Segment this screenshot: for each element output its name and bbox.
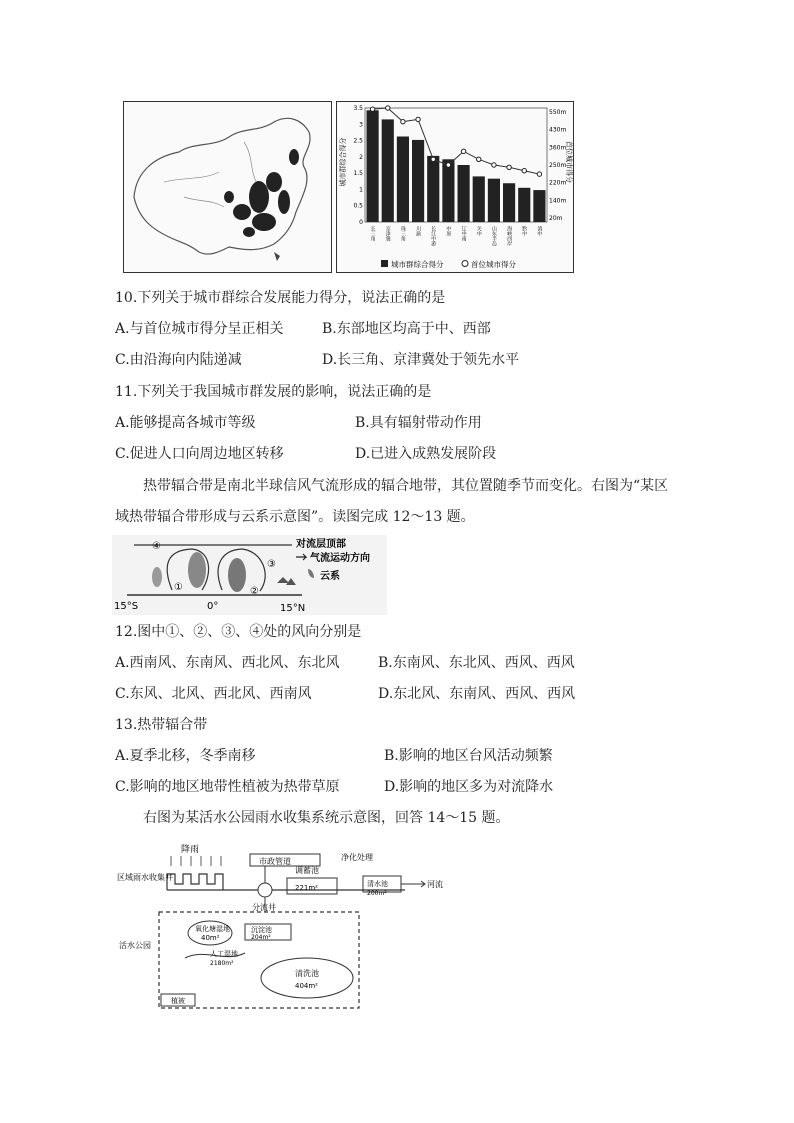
chart-bar bbox=[473, 176, 485, 222]
q10-option-d[interactable]: D.长三角、京津冀处于领先水平 bbox=[322, 352, 520, 368]
split-well bbox=[258, 883, 272, 897]
right-axis-label: 首位城市得分 bbox=[565, 141, 573, 183]
city-cluster-chart bbox=[337, 102, 573, 272]
marker-2: ② bbox=[250, 586, 259, 597]
label-cloud: 云系 bbox=[320, 571, 340, 582]
chart-bar bbox=[442, 159, 454, 222]
label-tropopause: 对流层顶部 bbox=[296, 539, 346, 550]
left-tick-label: 3 bbox=[359, 121, 363, 129]
label-park: 活水公园 bbox=[119, 941, 151, 950]
category-label: 海峡西岸 bbox=[506, 226, 513, 246]
marker-1: ① bbox=[174, 582, 183, 593]
label-artificial: 人工湿地 bbox=[210, 950, 238, 958]
label-wetland-area: 40m² bbox=[201, 934, 220, 942]
intro-12-line1: 热带辐合带是南北半球信风气流形成的辐合地带，其位置随季节而变化。右图为“某区 bbox=[143, 478, 669, 494]
legend-line-swatch bbox=[462, 261, 468, 267]
label-collect: 区域雨水收集井 bbox=[117, 873, 173, 882]
left-tick-label: 2.5 bbox=[353, 137, 363, 145]
chart-line-point bbox=[492, 163, 496, 167]
label-artificial-area: 2180m² bbox=[210, 960, 234, 967]
marker-3: ③ bbox=[267, 559, 276, 570]
label-store: 调蓄池 bbox=[295, 866, 319, 875]
lat-15n: 15°N bbox=[280, 603, 306, 614]
right-tick-label: 220m bbox=[549, 179, 567, 187]
label-wash-area: 404m² bbox=[295, 982, 318, 990]
left-tick-label: 1.5 bbox=[353, 170, 363, 178]
q11-option-a[interactable]: A.能够提高各城市等级 bbox=[115, 415, 256, 431]
chart-line-point bbox=[446, 163, 450, 167]
chart-bar bbox=[367, 110, 379, 222]
left-tick-label: 0.5 bbox=[353, 202, 363, 210]
label-wetland: 氧化塘湿地 bbox=[195, 925, 230, 933]
chart-line-point bbox=[507, 165, 511, 169]
label-pipe: 市政管道 bbox=[259, 857, 291, 866]
intro-12-line2: 域热带辐合带形成与云系示意图”。读图完成 12～13 题。 bbox=[115, 509, 475, 525]
chart-bar bbox=[533, 190, 545, 222]
collection-wells bbox=[167, 874, 223, 890]
q10-stem: 10.下列关于城市群综合发展能力得分，说法正确的是 bbox=[115, 290, 446, 306]
label-purify: 净化处理 bbox=[341, 853, 373, 862]
q13-option-a[interactable]: A.夏季北移，冬季南移 bbox=[115, 748, 256, 764]
left-tick-label: 2 bbox=[359, 153, 363, 161]
chart-line-point bbox=[477, 157, 481, 161]
cloud-right bbox=[228, 558, 246, 592]
category-label: 关中 bbox=[475, 226, 482, 236]
marker-4: ④ bbox=[152, 541, 161, 552]
cloud-left bbox=[188, 552, 206, 588]
legend-line-label: 首位城市得分 bbox=[471, 260, 516, 269]
left-tick-label: 0 bbox=[359, 219, 363, 226]
q12-option-d[interactable]: D.东北风、东南风、西风、西风 bbox=[378, 686, 576, 702]
category-label: 辽中南 bbox=[460, 226, 467, 241]
category-label: 川渝 bbox=[415, 226, 422, 236]
q12-option-b[interactable]: B.东南风、东北风、西风、西风 bbox=[378, 655, 575, 671]
right-tick-label: 430m bbox=[549, 126, 567, 134]
label-clean-area: 200m² bbox=[367, 890, 387, 897]
category-label: 中原 bbox=[445, 226, 452, 236]
q12-option-c[interactable]: C.东风、北风、西北风、西南风 bbox=[115, 686, 312, 702]
q12-option-a[interactable]: A.西南风、东南风、西北风、东北风 bbox=[115, 655, 340, 671]
category-label: 京津冀 bbox=[384, 226, 391, 241]
q11-stem: 11.下列关于我国城市群发展的影响，说法正确的是 bbox=[115, 384, 432, 400]
q13-option-c[interactable]: C.影响的地区地带性植被为热带草原 bbox=[115, 779, 340, 795]
legend-bar-label: 城市群综合得分 bbox=[391, 260, 444, 269]
label-wash: 清洗池 bbox=[295, 969, 319, 978]
chart-line-point bbox=[461, 149, 465, 153]
right-tick-label: 20m bbox=[549, 215, 563, 222]
category-label: 山东半岛 bbox=[490, 226, 497, 246]
chart-bar bbox=[518, 188, 530, 222]
q10-option-c[interactable]: C.由沿海向内陆递减 bbox=[115, 352, 242, 368]
intro-14-line1: 右图为某活水公园雨水收集系统示意图，回答 14～15 题。 bbox=[143, 810, 510, 826]
category-label: 黔中 bbox=[521, 226, 528, 236]
q11-option-c[interactable]: C.促进人口向周边地区转移 bbox=[115, 446, 284, 462]
lat-0: 0° bbox=[207, 601, 219, 612]
right-tick-label: 360m bbox=[549, 144, 567, 152]
wash-pond bbox=[261, 958, 353, 998]
chart-line-point bbox=[537, 172, 541, 176]
water-system-diagram bbox=[115, 838, 455, 1013]
chart-line-point bbox=[416, 117, 420, 121]
label-airflow: 气流运动方向 bbox=[310, 553, 370, 564]
category-label: 滇中 bbox=[536, 226, 543, 236]
chart-bar bbox=[412, 140, 424, 222]
china-map-graphic bbox=[124, 102, 331, 272]
label-river: 河流 bbox=[427, 880, 443, 889]
q11-option-d[interactable]: D.已进入成熟发展阶段 bbox=[355, 446, 497, 462]
chart-bar bbox=[397, 137, 409, 223]
chart-bar bbox=[488, 179, 500, 222]
q10-option-a[interactable]: A.与首位城市得分呈正相关 bbox=[115, 321, 284, 337]
left-tick-label: 1 bbox=[359, 186, 363, 194]
label-settle: 沉淀池 bbox=[251, 926, 272, 934]
water-system-figure bbox=[115, 838, 455, 1013]
chart-bar bbox=[458, 165, 470, 222]
right-tick-label: 550m bbox=[549, 109, 567, 116]
q13-stem: 13.热带辐合带 bbox=[115, 717, 208, 733]
label-rain: 降雨 bbox=[181, 845, 200, 855]
label-clean: 清水池 bbox=[367, 880, 388, 888]
chart-bar bbox=[382, 119, 394, 222]
q13-option-d[interactable]: D.影响的地区多为对流降水 bbox=[384, 779, 554, 795]
chart-bar bbox=[503, 183, 515, 222]
label-plant: 植被 bbox=[171, 997, 185, 1005]
category-label: 长江中游 bbox=[430, 226, 437, 246]
legend-bar-swatch bbox=[381, 260, 388, 267]
right-tick-label: 140m bbox=[549, 197, 567, 205]
left-tick-label: 3.5 bbox=[353, 105, 363, 112]
label-store-area: 221m² bbox=[295, 884, 318, 892]
q12-stem: 12.图中①、②、③、④处的风向分别是 bbox=[115, 624, 362, 640]
chart-line-point bbox=[386, 106, 390, 110]
chart-line-point bbox=[522, 169, 526, 173]
chart-bar bbox=[427, 156, 439, 222]
city-cluster-chart-figure bbox=[336, 101, 574, 273]
chart-line-point bbox=[431, 157, 435, 161]
category-label: 长三角 bbox=[369, 226, 376, 241]
category-label: 珠三角 bbox=[399, 226, 406, 241]
label-split: 分流井 bbox=[252, 903, 276, 912]
q13-option-b[interactable]: B.影响的地区台风活动频繁 bbox=[384, 748, 553, 764]
china-map-figure bbox=[123, 101, 332, 273]
right-tick-label: 250m bbox=[549, 162, 567, 169]
left-axis-label: 城市群综合得分 bbox=[339, 137, 347, 187]
q10-option-b[interactable]: B.东部地区均高于中、西部 bbox=[322, 321, 491, 337]
chart-line-point bbox=[370, 107, 374, 111]
itcz-diagram bbox=[112, 535, 387, 615]
itcz-diagram-figure bbox=[112, 535, 387, 615]
chart-line-point bbox=[401, 119, 405, 123]
q11-option-b[interactable]: B.具有辐射带动作用 bbox=[355, 415, 482, 431]
lat-15s: 15°S bbox=[114, 601, 139, 612]
label-settle-area: 204m² bbox=[251, 934, 271, 941]
